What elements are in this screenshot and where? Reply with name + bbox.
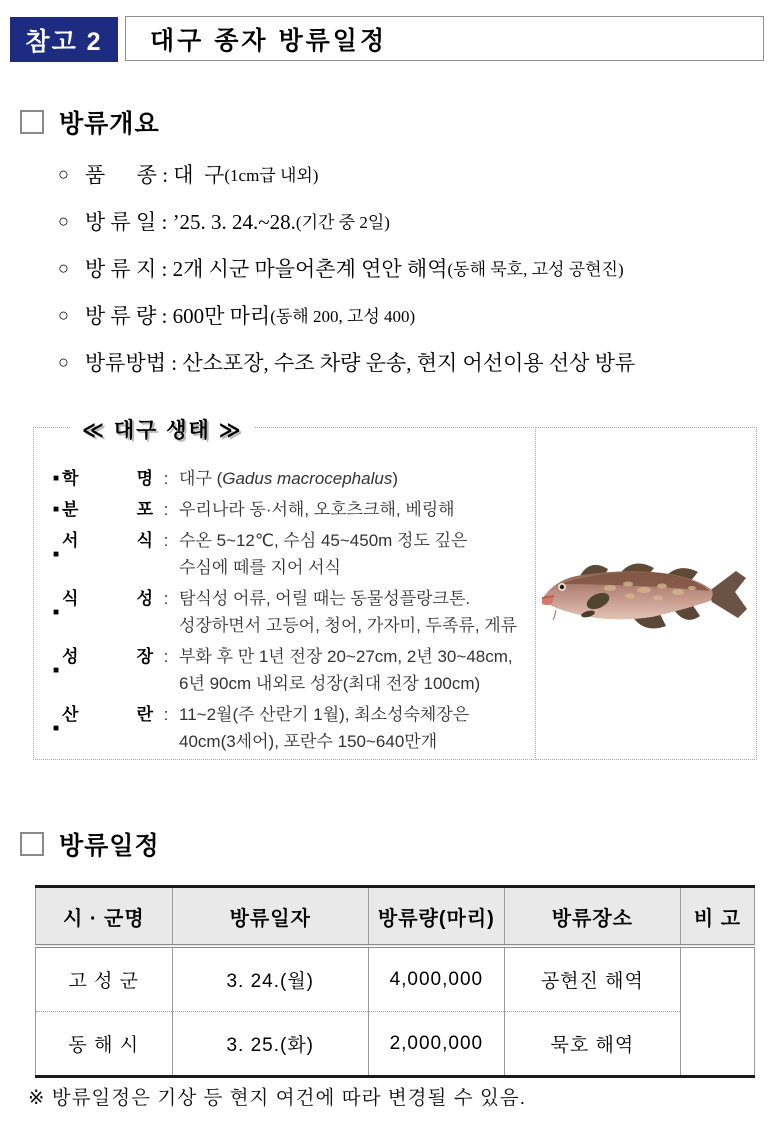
text-segment: 수심에 떼를 지어 서식 (179, 558, 341, 577)
ecology-item (53, 585, 523, 639)
ecology-item-colon: : (163, 705, 169, 724)
text-segment: 부화 후 만 1년 전장 20~27cm, 2년 30~48cm, (179, 647, 513, 666)
ecology-text-line (179, 585, 523, 612)
ecology-label-first-char: 성 (62, 647, 79, 666)
square-bullet-icon: ■ (53, 473, 60, 484)
text-segment: 6년 90cm 내외로 성장(최대 전장 100cm) (179, 674, 481, 693)
overview-item (58, 338, 770, 385)
footnote: ※ 방류일정은 기상 등 현지 여건에 따라 변경될 수 있음. (28, 1087, 527, 1109)
ecology-item-label (53, 527, 153, 581)
overview-item-paren: (동해 묵호, 고성 공현진) (447, 260, 624, 279)
scientific-name: Gadus macrocephalus (222, 469, 393, 488)
ecology-box-title: ≪ 대구 생태 ≫ (70, 414, 255, 444)
text-segment: 성장하면서 고등어, 청어, 가자미, 두족류, 게류 (179, 616, 518, 635)
table-body (36, 946, 755, 1077)
table-cell: 2,000,000 (368, 1012, 504, 1077)
ecology-item-label (53, 496, 153, 523)
ecology-text-line (179, 670, 523, 697)
ecology-item-colon: : (163, 589, 169, 608)
release-schedule-table (35, 885, 755, 1078)
ecology-label-first-char: 서 (62, 531, 79, 550)
ecology-text-line (179, 496, 523, 523)
ecology-label-first-char: 분 (62, 500, 79, 519)
ecology-item-text (179, 701, 523, 755)
ecology-item (53, 701, 523, 755)
ecology-text-line (179, 643, 523, 670)
overview-item (58, 197, 770, 244)
table-cell: 3. 24.(월) (172, 946, 368, 1012)
overview-item-text: 방 류 일 : ’25. 3. 24.~28. (84, 209, 296, 234)
table-header-cell: 방류일자 (172, 887, 368, 947)
ecology-item-label (53, 701, 153, 755)
circle-bullet-icon: ○ (58, 257, 69, 278)
reference-badge: 참고 2 (10, 17, 118, 62)
square-bullet-icon: ■ (53, 548, 60, 560)
circle-bullet-icon: ○ (58, 210, 69, 231)
square-bullet-icon: ■ (53, 664, 60, 676)
table-row (36, 1012, 755, 1077)
ecology-label-second-char: 성 (136, 589, 153, 608)
ecology-text-line (179, 465, 523, 492)
table-cell: 동 해 시 (68, 1035, 140, 1056)
overview-item-paren: (동해 200, 고성 400) (270, 307, 416, 326)
overview-item-text: 방 류 지 : 2개 시군 마을어촌계 연안 해역 (84, 256, 448, 281)
ecology-label-second-char: 포 (136, 500, 153, 519)
ecology-item-colon: : (163, 647, 169, 666)
square-bullet-icon: ■ (53, 722, 60, 734)
table-header-row (36, 887, 755, 947)
text-segment: 대구 ( (179, 469, 223, 488)
ecology-label-first-char: 학 (62, 469, 79, 488)
table-header-cell: 비 고 (680, 887, 754, 947)
ecology-item-text (179, 465, 523, 492)
section-heading-overview (20, 104, 160, 140)
fish-photo-box (536, 427, 757, 760)
section-heading-label: 방류일정 (59, 832, 160, 860)
ecology-text-line (179, 701, 523, 728)
square-bullet-icon: ■ (53, 504, 60, 515)
overview-list (58, 150, 770, 385)
ecology-item (53, 527, 523, 581)
ecology-item-colon: : (163, 469, 169, 488)
circle-bullet-icon: ○ (58, 351, 69, 372)
table-cell: 공현진 해역 (504, 946, 680, 1012)
ecology-label-second-char: 란 (136, 705, 153, 724)
section-heading-schedule (20, 826, 160, 862)
ecology-item-colon: : (163, 531, 169, 550)
overview-item-text: 방류방법 : 산소포장, 수조 차량 운송, 현지 어선이용 선상 방류 (84, 350, 636, 375)
ecology-item (53, 496, 523, 523)
table-cell: 4,000,000 (368, 946, 504, 1012)
ecology-text-line (179, 612, 523, 639)
table-cell: 고 성 군 (36, 946, 173, 1012)
square-bullet-icon: ■ (53, 606, 60, 618)
table-header-cell: 방류량(마리) (368, 887, 504, 947)
text-segment: 11~2월(주 산란기 1월), 최소성숙체장은 (179, 705, 470, 724)
ecology-text-line (179, 554, 523, 581)
table-cell: 묵호 해역 (504, 1012, 680, 1077)
ecology-label-first-char: 산 (62, 705, 79, 724)
ecology-item (53, 465, 523, 492)
ecology-item-text (179, 585, 523, 639)
overview-item (58, 150, 770, 197)
table-header-cell: 시 · 군명 (36, 887, 173, 947)
ecology-label-second-char: 장 (136, 647, 153, 666)
text-segment: 우리나라 동·서해, 오호츠크해, 베링해 (179, 500, 455, 519)
ecology-label-second-char: 명 (136, 469, 153, 488)
text-segment: 탐식성 어류, 어릴 때는 동물성플랑크톤. (179, 589, 471, 608)
circle-bullet-icon: ○ (58, 304, 69, 325)
ecology-item-label (53, 465, 153, 492)
text-segment: 40cm(3세어), 포란수 150~640만개 (179, 732, 438, 751)
overview-item-paren: (기간 중 2일) (295, 213, 390, 232)
ecology-item-text (179, 496, 523, 523)
overview-item-text: 방 류 량 : 600만 마리 (84, 303, 271, 328)
ecology-label-second-char: 식 (136, 531, 153, 550)
table-cell: 3. 25.(화) (172, 1012, 368, 1077)
ecology-item-label (53, 643, 153, 697)
ecology-label-first-char: 식 (62, 589, 79, 608)
ecology-item-text (179, 527, 523, 581)
table-row (36, 946, 755, 1012)
ecology-item-label (53, 585, 153, 639)
text-segment: 수온 5~12℃, 수심 45~450m 정도 깊은 (179, 531, 468, 550)
text-segment: ) (392, 469, 398, 488)
overview-item-text: 품 종 : 대 구 (84, 162, 225, 187)
overview-item (58, 291, 770, 338)
ecology-list (53, 465, 523, 759)
ecology-item (53, 643, 523, 697)
section-checkbox-icon (20, 110, 44, 134)
ecology-box (33, 427, 536, 760)
section-checkbox-icon (20, 832, 44, 856)
page-title: 대구 종자 방류일정 (125, 16, 764, 61)
overview-item (58, 244, 770, 291)
overview-item-paren: (1cm급 내외) (224, 166, 319, 185)
table-note-cell (680, 946, 754, 1077)
table-header-cell: 방류장소 (504, 887, 680, 947)
cod-photo (540, 554, 752, 640)
ecology-text-line (179, 728, 523, 755)
section-heading-label: 방류개요 (59, 110, 160, 138)
ecology-item-colon: : (163, 500, 169, 519)
circle-bullet-icon: ○ (58, 163, 69, 184)
ecology-item-text (179, 643, 523, 697)
ecology-text-line (179, 527, 523, 554)
